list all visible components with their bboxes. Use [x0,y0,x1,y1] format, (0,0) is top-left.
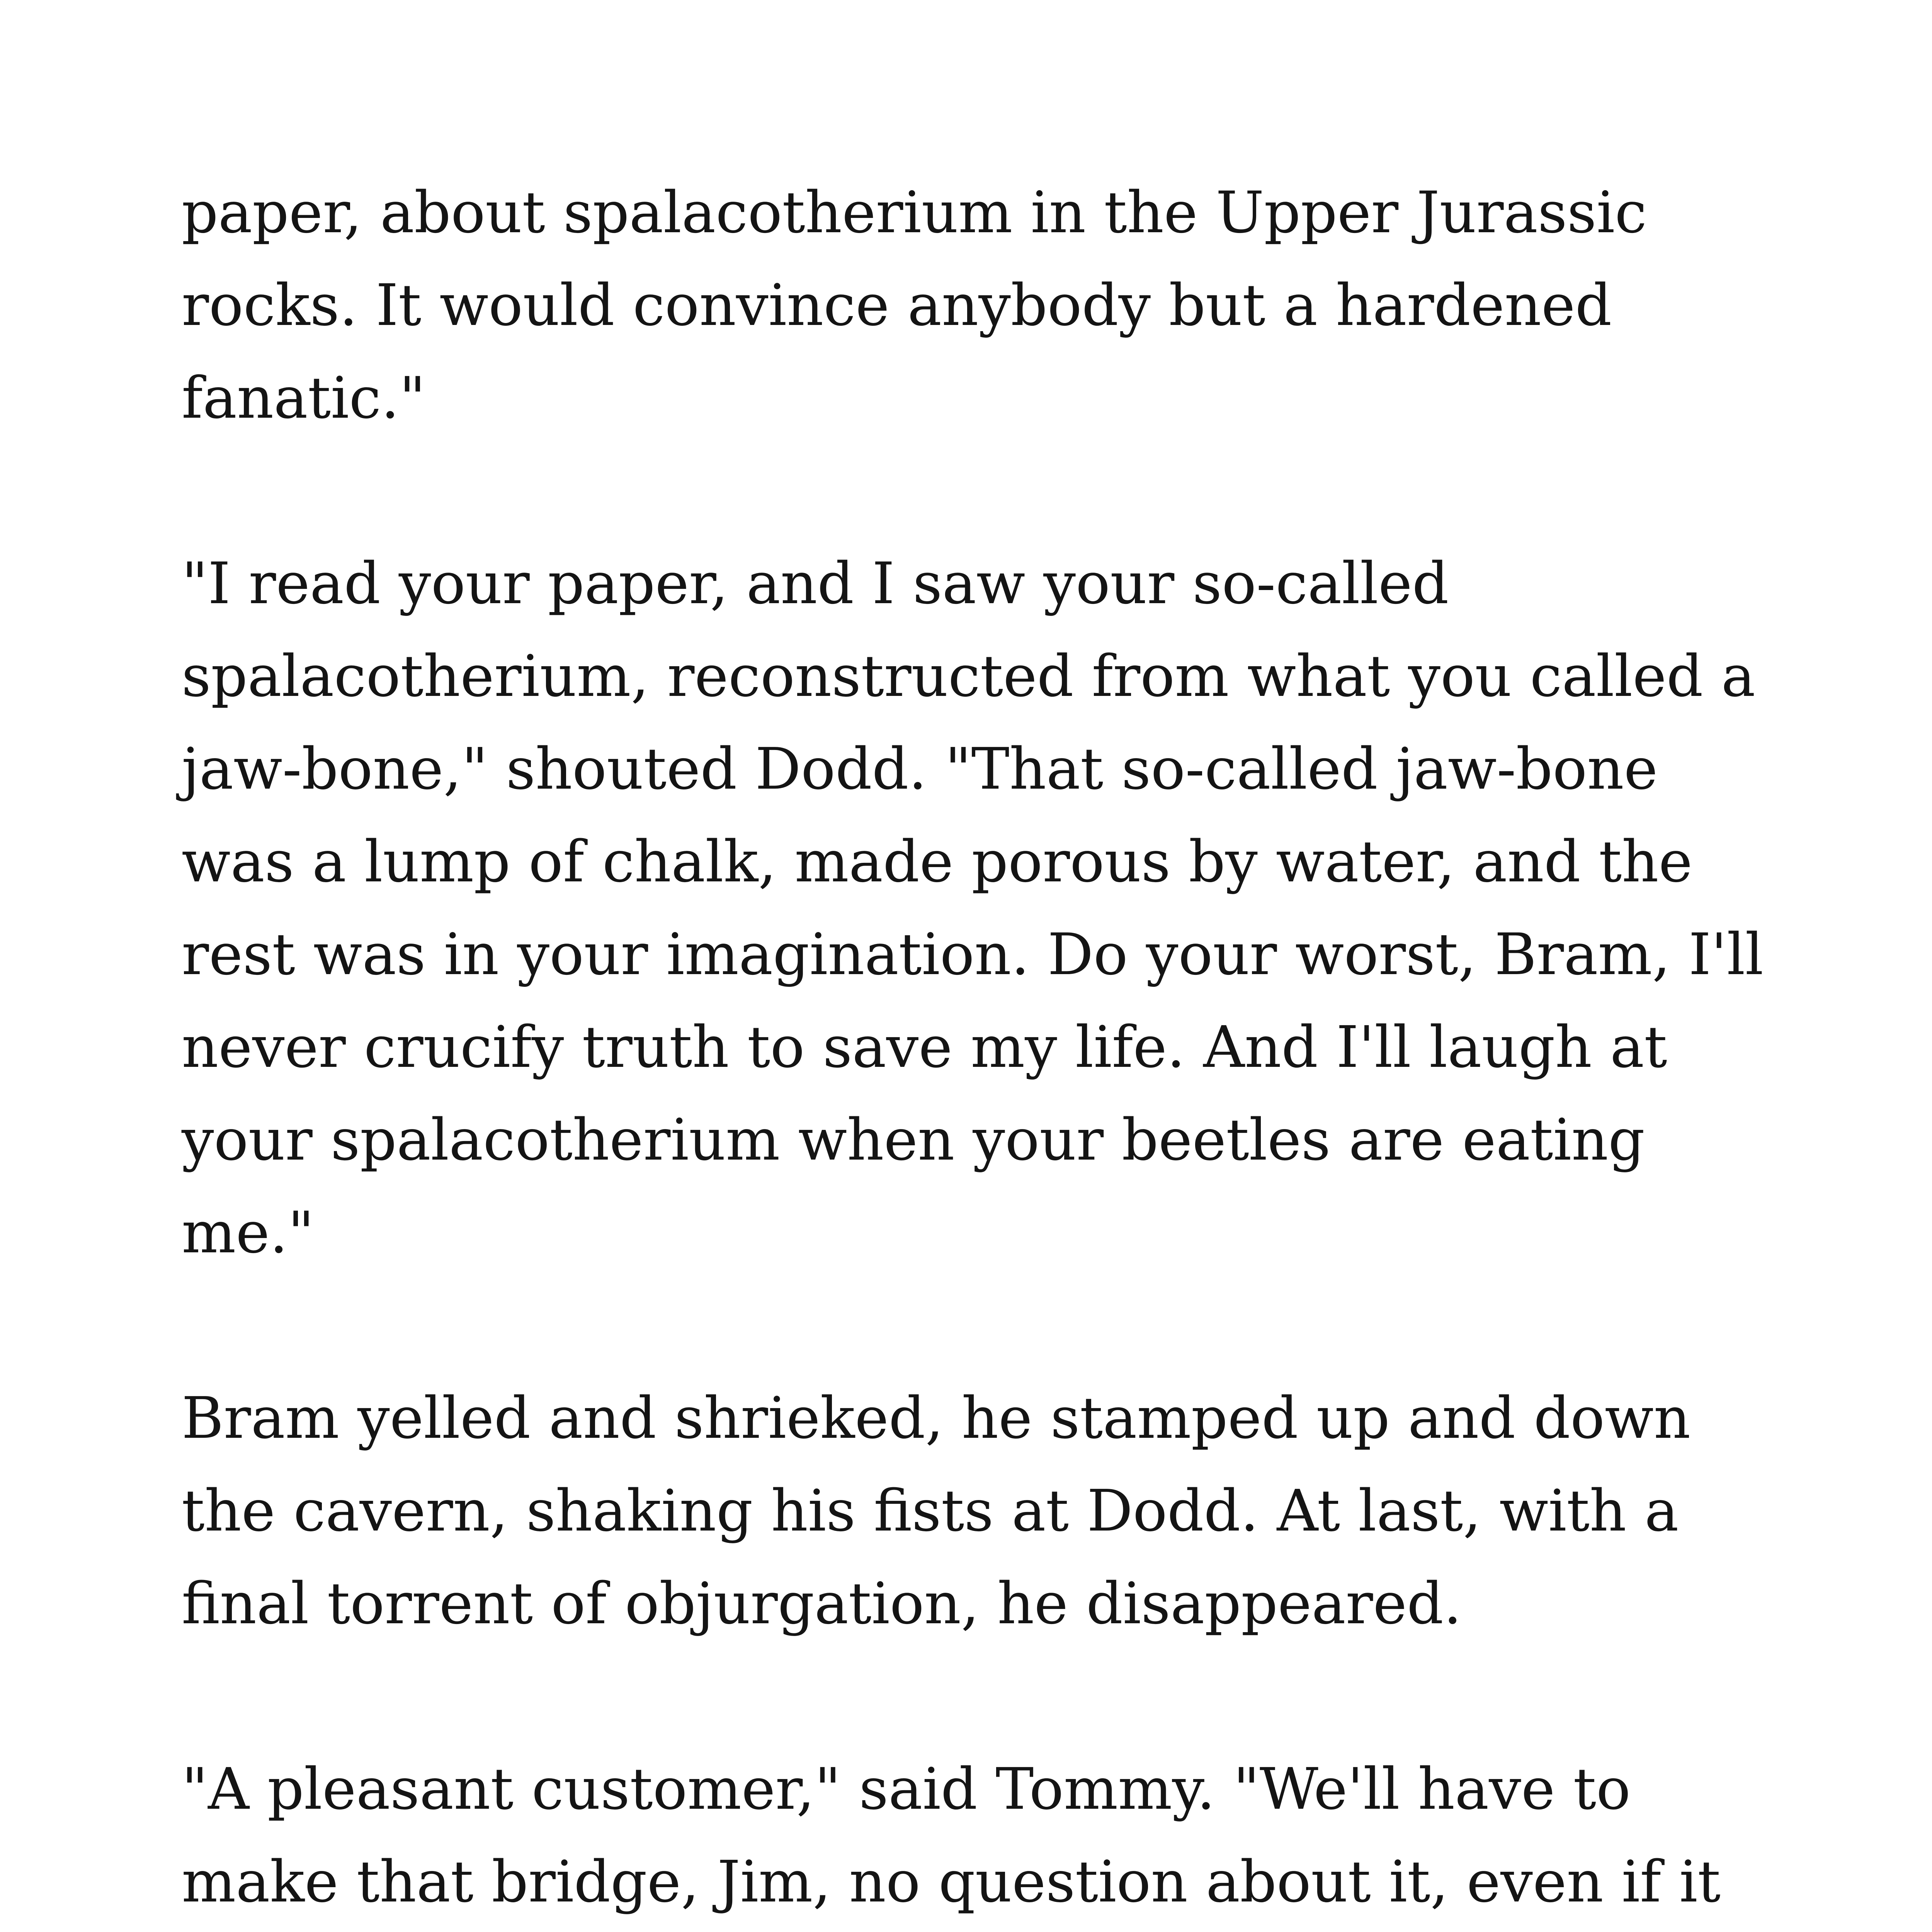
paragraph: paper, about spalacotherium in the Upper Jurassic rocks. It would convince anybody but a hardened fanatic." [182,179,1647,431]
paragraph: Bram yelled and shrieked, he stamped up and down the cavern, shaking his fists at Dodd. At last, with a final torrent of objurgation, he disappeared. [182,1385,1691,1637]
paragraph: "A pleasant customer," said Tommy. "We'll have to make that bridge, Jim, no question about it, even if it [182,1756,1721,1915]
body-text [182,166,1824,1932]
paragraph: "I read your paper, and I saw your so-called spalacotherium, reconstructed from what you called a jaw-bone," shouted Dodd. "That so-called jaw-bone was a lump of chalk, made porous by water, and the rest was in your imagination. Do your worst, Bram, I'll never crucify truth to save my life. And I'll laugh at your spalacotherium when your beetles are eating me." [182,550,1764,1266]
